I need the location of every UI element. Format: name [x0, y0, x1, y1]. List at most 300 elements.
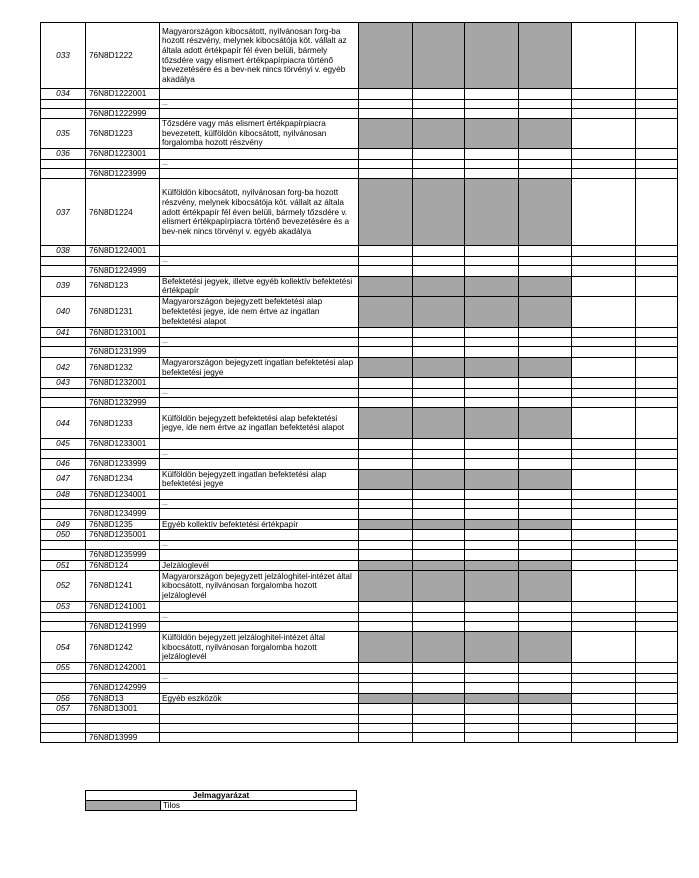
table-row: [41, 439, 678, 450]
value-cell: [636, 276, 678, 296]
value-cell: [519, 674, 572, 683]
row-code: [41, 168, 86, 179]
row-code: 036: [41, 149, 86, 160]
value-cell: [519, 723, 572, 732]
table-row: [41, 732, 678, 743]
prohibited-cell: [413, 469, 465, 489]
row-code: [41, 99, 86, 108]
row-description: ...: [160, 99, 359, 108]
prohibited-cell: [359, 408, 413, 439]
prohibited-cell: [465, 469, 519, 489]
row-identifier: 76N8D1234999: [86, 509, 160, 520]
value-cell: [359, 347, 413, 358]
value-cell: [359, 550, 413, 561]
value-cell: [519, 509, 572, 520]
value-cell: [572, 99, 636, 108]
value-cell: [465, 246, 519, 257]
value-cell: [465, 99, 519, 108]
value-cell: [636, 408, 678, 439]
value-cell: [636, 621, 678, 632]
value-cell: [413, 458, 465, 469]
row-description: ...: [160, 256, 359, 265]
value-cell: [465, 612, 519, 621]
table-row: [41, 704, 678, 715]
value-cell: [572, 714, 636, 723]
value-cell: [413, 108, 465, 119]
row-identifier: 76N8D1241001: [86, 602, 160, 613]
row-identifier: 76N8D1232999: [86, 397, 160, 408]
prohibited-cell: [413, 693, 465, 704]
value-cell: [519, 265, 572, 276]
value-cell: [636, 397, 678, 408]
value-cell: [572, 500, 636, 509]
value-cell: [519, 159, 572, 168]
row-identifier: 76N8D1231999: [86, 347, 160, 358]
value-cell: [636, 89, 678, 100]
value-cell: [465, 541, 519, 550]
row-description: [160, 397, 359, 408]
row-code: 046: [41, 458, 86, 469]
value-cell: [359, 159, 413, 168]
value-cell: [359, 723, 413, 732]
row-code: [41, 449, 86, 458]
row-description: [160, 108, 359, 119]
row-description: [160, 714, 359, 723]
row-identifier: [86, 159, 160, 168]
value-cell: [413, 397, 465, 408]
value-cell: [636, 119, 678, 149]
value-cell: [636, 347, 678, 358]
value-cell: [519, 621, 572, 632]
value-cell: [465, 714, 519, 723]
value-cell: [572, 179, 636, 246]
value-cell: [572, 388, 636, 397]
value-cell: [572, 338, 636, 347]
value-cell: [413, 439, 465, 450]
value-cell: [413, 541, 465, 550]
value-cell: [636, 714, 678, 723]
value-cell: [636, 550, 678, 561]
value-cell: [572, 357, 636, 377]
prohibited-cell: [465, 276, 519, 296]
value-cell: [359, 89, 413, 100]
value-cell: [572, 439, 636, 450]
value-cell: [519, 168, 572, 179]
value-cell: [572, 256, 636, 265]
value-cell: [636, 489, 678, 500]
row-identifier: 76N8D1234: [86, 469, 160, 489]
value-cell: [519, 246, 572, 257]
row-description: [160, 378, 359, 389]
value-cell: [572, 378, 636, 389]
prohibited-cell: [359, 296, 413, 327]
prohibited-cell: [359, 469, 413, 489]
prohibited-cell: [413, 519, 465, 530]
value-cell: [636, 168, 678, 179]
value-cell: [519, 663, 572, 674]
row-description: [160, 246, 359, 257]
value-cell: [413, 327, 465, 338]
row-identifier: 76N8D1234001: [86, 489, 160, 500]
value-cell: [359, 530, 413, 541]
row-description: ...: [160, 674, 359, 683]
legend-title: Jelmagyarázat: [86, 791, 357, 801]
value-cell: [413, 714, 465, 723]
value-cell: [359, 327, 413, 338]
value-cell: [465, 704, 519, 715]
value-cell: [465, 458, 519, 469]
prohibited-cell: [519, 560, 572, 571]
value-cell: [572, 612, 636, 621]
row-identifier: 76N8D1223: [86, 119, 160, 149]
row-code: 040: [41, 296, 86, 327]
value-cell: [636, 663, 678, 674]
table-row: [41, 256, 678, 265]
prohibited-cell: [413, 296, 465, 327]
table-row: [41, 489, 678, 500]
row-identifier: [86, 674, 160, 683]
value-cell: [572, 276, 636, 296]
value-cell: [636, 500, 678, 509]
value-cell: [359, 714, 413, 723]
row-code: [41, 509, 86, 520]
value-cell: [636, 23, 678, 89]
value-cell: [359, 338, 413, 347]
value-cell: [636, 509, 678, 520]
value-cell: [465, 602, 519, 613]
legend-swatch-prohibited: [86, 801, 161, 811]
row-code: 037: [41, 179, 86, 246]
row-description: Magyarországon kibocsátott, nyilvánosan forg-ba hozott részvény, melynek kibocsátója köt. vállalt az általa adott értékpapír fél éven belüli, bármely tőzsdére vagy elismert értékpapírpiacra történő bevezetésére és a bev-nek nincs törvényi v. egyéb akadálya: [160, 23, 359, 89]
row-identifier: 76N8D1242001: [86, 663, 160, 674]
value-cell: [413, 674, 465, 683]
row-code: 056: [41, 693, 86, 704]
value-cell: [519, 489, 572, 500]
value-cell: [572, 469, 636, 489]
value-cell: [636, 179, 678, 246]
data-table: [40, 22, 678, 743]
value-cell: [636, 704, 678, 715]
value-cell: [519, 550, 572, 561]
table-row: [41, 723, 678, 732]
value-cell: [519, 500, 572, 509]
value-cell: [572, 632, 636, 663]
value-cell: [359, 449, 413, 458]
value-cell: [519, 458, 572, 469]
table-row: [41, 276, 678, 296]
table-row: [41, 179, 678, 246]
prohibited-cell: [413, 179, 465, 246]
value-cell: [572, 519, 636, 530]
value-cell: [359, 612, 413, 621]
table-row: [41, 168, 678, 179]
value-cell: [636, 674, 678, 683]
value-cell: [413, 723, 465, 732]
value-cell: [413, 347, 465, 358]
table-row: [41, 571, 678, 602]
row-identifier: 76N8D13001: [86, 704, 160, 715]
row-description: [160, 489, 359, 500]
value-cell: [359, 704, 413, 715]
row-description: [160, 663, 359, 674]
value-cell: [413, 509, 465, 520]
value-cell: [572, 509, 636, 520]
value-cell: [519, 149, 572, 160]
value-cell: [413, 168, 465, 179]
row-code: [41, 338, 86, 347]
row-description: Külföldön bejegyzett jelzáloghitel-intézet által kibocsátott, nyilvánosan forgalomba hozott jelzáloglevél: [160, 632, 359, 663]
prohibited-cell: [519, 296, 572, 327]
row-code: 054: [41, 632, 86, 663]
value-cell: [359, 439, 413, 450]
value-cell: [465, 530, 519, 541]
value-cell: [572, 149, 636, 160]
row-identifier: 76N8D123: [86, 276, 160, 296]
prohibited-cell: [465, 519, 519, 530]
value-cell: [519, 256, 572, 265]
value-cell: [636, 388, 678, 397]
table-row: [41, 500, 678, 509]
value-cell: [359, 683, 413, 694]
value-cell: [572, 541, 636, 550]
row-description: ...: [160, 388, 359, 397]
value-cell: [572, 621, 636, 632]
row-code: 042: [41, 357, 86, 377]
row-code: 050: [41, 530, 86, 541]
value-cell: [413, 663, 465, 674]
value-cell: [413, 99, 465, 108]
row-code: 057: [41, 704, 86, 715]
prohibited-cell: [465, 119, 519, 149]
row-code: [41, 347, 86, 358]
row-code: 044: [41, 408, 86, 439]
row-description: [160, 530, 359, 541]
table-row: [41, 663, 678, 674]
prohibited-cell: [519, 276, 572, 296]
value-cell: [519, 388, 572, 397]
value-cell: [572, 408, 636, 439]
value-cell: [359, 541, 413, 550]
value-cell: [572, 168, 636, 179]
row-code: [41, 159, 86, 168]
prohibited-cell: [413, 408, 465, 439]
value-cell: [572, 119, 636, 149]
row-identifier: [86, 256, 160, 265]
prohibited-cell: [359, 119, 413, 149]
table-row: [41, 357, 678, 377]
value-cell: [519, 347, 572, 358]
row-identifier: 76N8D1241999: [86, 621, 160, 632]
value-cell: [572, 530, 636, 541]
row-identifier: [86, 723, 160, 732]
row-identifier: 76N8D1223001: [86, 149, 160, 160]
value-cell: [572, 489, 636, 500]
value-cell: [465, 168, 519, 179]
row-code: 047: [41, 469, 86, 489]
prohibited-cell: [359, 276, 413, 296]
table-row: [41, 469, 678, 489]
prohibited-cell: [519, 519, 572, 530]
value-cell: [413, 388, 465, 397]
value-cell: [519, 541, 572, 550]
row-description: Tőzsdére vagy más elismert értékpapírpiacra bevezetett, külföldön kibocsátott, nyilvánosan forgalomba hozott részvény: [160, 119, 359, 149]
table-row: [41, 265, 678, 276]
value-cell: [465, 378, 519, 389]
value-cell: [413, 159, 465, 168]
row-identifier: 76N8D124: [86, 560, 160, 571]
prohibited-cell: [413, 560, 465, 571]
value-cell: [413, 338, 465, 347]
value-cell: [636, 449, 678, 458]
value-cell: [636, 693, 678, 704]
value-cell: [413, 89, 465, 100]
row-identifier: 76N8D1235999: [86, 550, 160, 561]
prohibited-cell: [465, 560, 519, 571]
value-cell: [359, 265, 413, 276]
row-identifier: 76N8D1235: [86, 519, 160, 530]
table-row: [41, 560, 678, 571]
value-cell: [519, 704, 572, 715]
row-description: [160, 621, 359, 632]
row-code: 035: [41, 119, 86, 149]
table-row: [41, 714, 678, 723]
value-cell: [636, 458, 678, 469]
value-cell: [572, 663, 636, 674]
value-cell: [572, 674, 636, 683]
value-cell: [636, 439, 678, 450]
row-code: [41, 397, 86, 408]
prohibited-cell: [519, 632, 572, 663]
table-row: [41, 338, 678, 347]
value-cell: [519, 602, 572, 613]
row-code: [41, 714, 86, 723]
value-cell: [519, 378, 572, 389]
value-cell: [519, 612, 572, 621]
row-description: ...: [160, 541, 359, 550]
row-identifier: [86, 612, 160, 621]
row-identifier: 76N8D1242999: [86, 683, 160, 694]
value-cell: [413, 500, 465, 509]
prohibited-cell: [519, 408, 572, 439]
table-row: [41, 99, 678, 108]
prohibited-cell: [465, 23, 519, 89]
legend-header-row: [86, 791, 357, 801]
value-cell: [636, 732, 678, 743]
row-description: ...: [160, 500, 359, 509]
row-identifier: 76N8D1233001: [86, 439, 160, 450]
value-cell: [636, 530, 678, 541]
value-cell: [413, 149, 465, 160]
row-description: Külföldön bejegyzett ingatlan befektetési alap befektetési jegye: [160, 469, 359, 489]
prohibited-cell: [519, 571, 572, 602]
prohibited-cell: [413, 23, 465, 89]
value-cell: [465, 723, 519, 732]
row-code: 045: [41, 439, 86, 450]
row-description: [160, 149, 359, 160]
value-cell: [359, 602, 413, 613]
row-code: 049: [41, 519, 86, 530]
value-cell: [519, 327, 572, 338]
prohibited-cell: [465, 632, 519, 663]
row-identifier: 76N8D1235001: [86, 530, 160, 541]
value-cell: [359, 732, 413, 743]
row-description: [160, 347, 359, 358]
prohibited-cell: [359, 560, 413, 571]
row-description: ...: [160, 612, 359, 621]
value-cell: [359, 663, 413, 674]
table-row: [41, 683, 678, 694]
row-description: Magyarországon bejegyzett jelzáloghitel-intézet által kibocsátott, nyilvánosan forgalomba hozott jelzáloglevél: [160, 571, 359, 602]
row-code: [41, 683, 86, 694]
row-identifier: 76N8D13999: [86, 732, 160, 743]
table-row: [41, 89, 678, 100]
value-cell: [636, 108, 678, 119]
value-cell: [636, 357, 678, 377]
legend-table: [85, 790, 357, 811]
value-cell: [636, 99, 678, 108]
row-description: Külföldön bejegyzett befektetési alap befektetési jegye, ide nem értve az ingatlan befektetési alapot: [160, 408, 359, 439]
row-code: [41, 674, 86, 683]
row-description: [160, 168, 359, 179]
value-cell: [519, 439, 572, 450]
row-code: [41, 541, 86, 550]
row-identifier: 76N8D1222: [86, 23, 160, 89]
row-identifier: [86, 449, 160, 458]
prohibited-cell: [465, 357, 519, 377]
table-row: [41, 159, 678, 168]
value-cell: [572, 683, 636, 694]
row-description: [160, 89, 359, 100]
prohibited-cell: [519, 469, 572, 489]
value-cell: [636, 159, 678, 168]
value-cell: [636, 683, 678, 694]
row-code: [41, 612, 86, 621]
value-cell: [636, 519, 678, 530]
value-cell: [465, 159, 519, 168]
legend-label-prohibited: Tilos: [161, 801, 357, 811]
value-cell: [359, 168, 413, 179]
value-cell: [572, 246, 636, 257]
value-cell: [519, 89, 572, 100]
prohibited-cell: [519, 179, 572, 246]
prohibited-cell: [465, 408, 519, 439]
prohibited-cell: [413, 276, 465, 296]
row-description: Külföldön kibocsátott, nyilvánosan forg-ba hozott részvény, melynek kibocsátója köt. vállalt az általa adott értékpapír fél éven belüli, bármely tőzsdére v. elismert értékpapírpiacra történő bevezetésére és a bev-nek nincs törvényi v. egyéb akadálya: [160, 179, 359, 246]
row-code: [41, 732, 86, 743]
prohibited-cell: [413, 119, 465, 149]
row-identifier: [86, 714, 160, 723]
row-identifier: 76N8D13: [86, 693, 160, 704]
value-cell: [519, 108, 572, 119]
table-row: [41, 388, 678, 397]
value-cell: [636, 246, 678, 257]
value-cell: [413, 378, 465, 389]
prohibited-cell: [519, 357, 572, 377]
value-cell: [413, 602, 465, 613]
row-code: 038: [41, 246, 86, 257]
prohibited-cell: [413, 571, 465, 602]
value-cell: [465, 509, 519, 520]
value-cell: [359, 489, 413, 500]
value-cell: [359, 397, 413, 408]
value-cell: [519, 714, 572, 723]
table-row: [41, 108, 678, 119]
table-row: [41, 408, 678, 439]
table-row: [41, 550, 678, 561]
row-identifier: [86, 388, 160, 397]
value-cell: [359, 388, 413, 397]
value-cell: [636, 571, 678, 602]
